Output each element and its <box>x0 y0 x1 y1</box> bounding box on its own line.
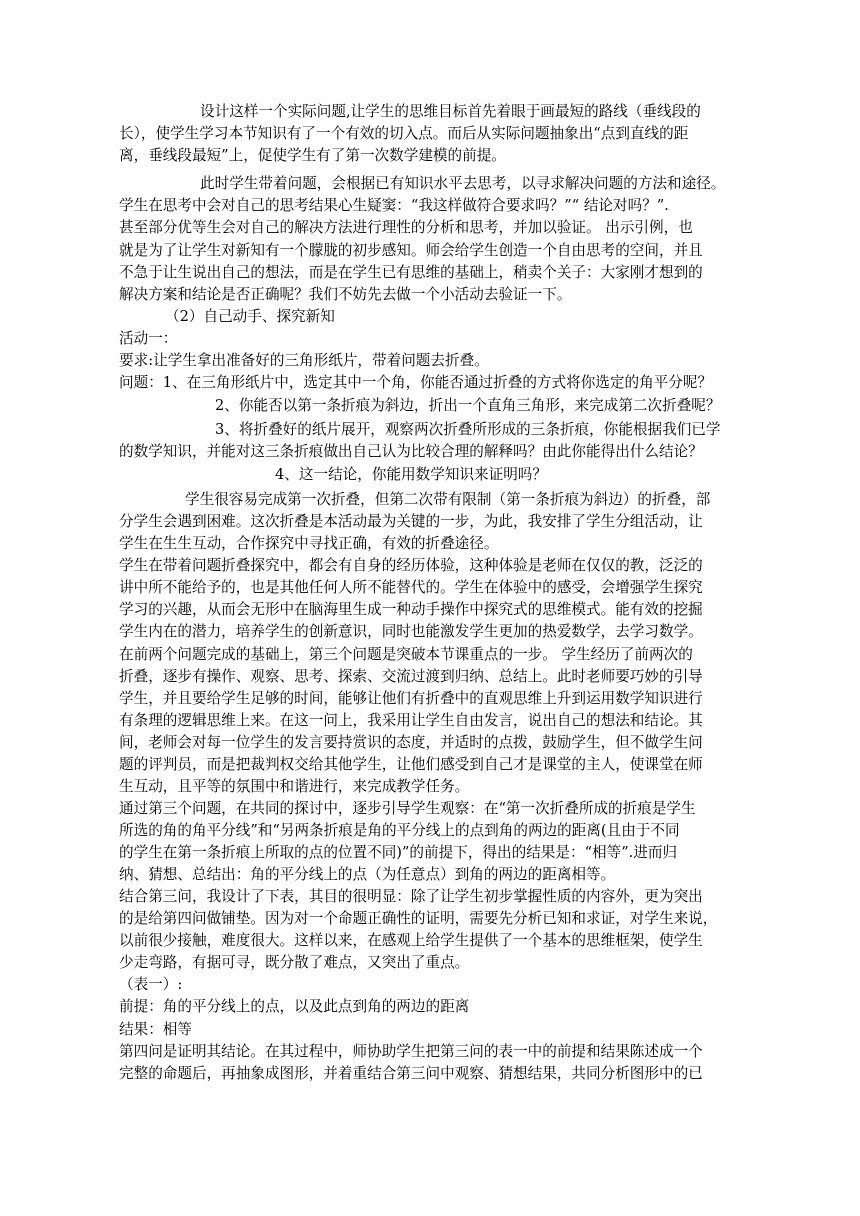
paragraph-line: 生互动，且平等的氛围中和谐进行，来完成教学任务。 <box>119 778 470 795</box>
paragraph-line: 学习的兴趣，从而会无形中在脑海里生成一种动手操作中探究式的思维模式。能有效的挖掘 <box>119 601 703 618</box>
paragraph-line: 甚至部分优等生会对自己的解决方法进行理性的分析和思考，并加以验证。 出示引例，也 <box>119 219 693 236</box>
paragraph-line: 完整的命题后，再抽象成图形，并着重结合第三问中观察、猜想结果，共同分析图形中的已 <box>119 1065 703 1082</box>
paragraph-line: 不急于让生说出自己的想法，而是在学生已有思维的基础上，稍卖个关子：大家刚才想到的 <box>119 264 703 281</box>
paragraph-line: 通过第三个问题，在共同的探讨中，逐步引导学生观察：在“第一次折叠所成的折痕是学生 <box>119 800 696 817</box>
paragraph-line: 以前很少接触，难度很大。这样以来，在感观上给学生提供了一个基本的思维框架，使学生 <box>119 932 703 949</box>
paragraph-line: 学生，并且要给学生足够的时间，能够让他们有折叠中的直观思维上升到运用数学知识进行 <box>119 690 703 707</box>
question-line: 问题：1、在三角形纸片中，选定其中一个角，你能否通过折叠的方式将你选定的角平分呢？ <box>119 374 713 391</box>
paragraph-line: 解决方案和结论是否正确呢？我们不妨先去做一个小活动去验证一下。 <box>119 286 572 303</box>
paragraph-line: 就是为了让学生对新知有一个朦胧的初步感知。师会给学生创造一个自由思考的空间，并且 <box>119 242 703 259</box>
section-heading: （2）自己动手、探究新知 <box>165 308 335 325</box>
premise-line: 前提：角的平分线上的点，以及此点到角的两边的距离 <box>119 998 470 1015</box>
question-line: 的数学知识，并能对这三条折痕做出自己认为比较合理的解释吗？由此你能得出什么结论？ <box>119 443 703 460</box>
table-caption: （表一）: <box>119 976 183 993</box>
paragraph-line: 学生在生生互动，合作探究中寻找正确，有效的折叠途径。 <box>119 535 499 552</box>
paragraph-line: 结合第三问，我设计了下表，其目的很明显：除了让学生初步掌握性质的内容外，更为突出 <box>119 888 703 905</box>
paragraph-line: 少走弯路，有据可寻，既分散了难点，又突出了重点。 <box>119 954 470 971</box>
paragraph-line: 所选的角的角平分线”和“另两条折痕是角的平分线上的点到角的两边的距离(且由于不同 <box>119 822 680 839</box>
question-line: 2、你能否以第一条折痕为斜边，折出一个直角三角形，来完成第二次折叠呢？ <box>215 397 721 414</box>
paragraph-line: 间，老师会对每一位学生的发言要持赏识的态度，并适时的点拨，鼓励学生，但不做学生问 <box>119 734 703 751</box>
paragraph-line: 在前两个问题完成的基础上，第三个问题是突破本节课重点的一步。 学生经历了前两次的 <box>119 646 693 663</box>
paragraph-line: 折叠，逐步有操作、观察、思考、探索、交流过渡到归纳、总结上。此时老师要巧妙的引导 <box>119 668 703 685</box>
paragraph-line: 此时学生带着问题，会根据已有知识水平去思考，以寻求解决问题的方法和途径。 <box>200 175 726 192</box>
paragraph-line: 分学生会遇到困难。这次折叠是本活动最为关键的一步，为此，我安排了学生分组活动，让 <box>119 513 703 530</box>
paragraph-line: 的是给第四问做铺垫。因为对一个命题正确性的证明，需要先分析已知和求证，对学生来说， <box>119 910 718 927</box>
paragraph-line: 的学生在第一条折痕上所取的点的位置不同)”的前提下，得出的结果是：“相等”.进而归 <box>119 844 678 861</box>
paragraph-line: 讲中所不能给予的，也是其他任何人所不能替代的。学生在体验中的感受，会增强学生探究 <box>119 579 703 596</box>
result-line: 结果：相等 <box>119 1021 192 1038</box>
paragraph-line: 有条理的逻辑思维上来。在这一问上，我采用让学生自由发言，说出自己的想法和结论。其 <box>119 712 703 729</box>
paragraph-line: 学生内在的潜力，培养学生的创新意识，同时也能激发学生更加的热爱数学，去学习数学。 <box>119 623 703 640</box>
paragraph-line: 学生在带着问题折叠探究中，都会有自身的经历体验，这种体验是老师在仅仅的教，泛泛的 <box>119 557 703 574</box>
question-line: 3、将折叠好的纸片展开，观察两次折叠所形成的三条折痕，你能根据我们已学 <box>215 421 721 438</box>
paragraph-line: 题的评判员，而是把裁判权交给其他学生，让他们感受到自己才是课堂的主人，使课堂在师 <box>119 756 703 773</box>
paragraph-line: 第四问是证明其结论。在其过程中，师协助学生把第三问的表一中的前提和结果陈述成一个 <box>119 1043 703 1060</box>
paragraph-line: 学生在思考中会对自己的思考结果心生疑窦：“我这样做符合要求吗？”“ 结论对吗？”. <box>119 197 669 214</box>
paragraph-line: 设计这样一个实际问题,让学生的思维目标首先着眼于画最短的路线（垂线段的 <box>200 103 701 120</box>
paragraph-line: 离，垂线段最短”上，促使学生有了第一次数学建模的前提。 <box>119 147 506 164</box>
paragraph-line: 学生很容易完成第一次折叠，但第二次带有限制（第一条折痕为斜边）的折叠，部 <box>185 491 711 508</box>
question-line: 4、这一结论，你能用数学知识来证明吗？ <box>275 466 547 483</box>
paragraph-line: 纳、猜想、总结出：角的平分线上的点（为任意点）到角的两边的距离相等。 <box>119 866 616 883</box>
paragraph-line: 长），使学生学习本节知识有了一个有效的切入点。而后从实际问题抽象出“点到直线的距 <box>119 125 689 142</box>
requirement-line: 要求:让学生拿出准备好的三角形纸片，带着问题去折叠。 <box>119 352 489 369</box>
activity-label: 活动一： <box>119 330 178 347</box>
